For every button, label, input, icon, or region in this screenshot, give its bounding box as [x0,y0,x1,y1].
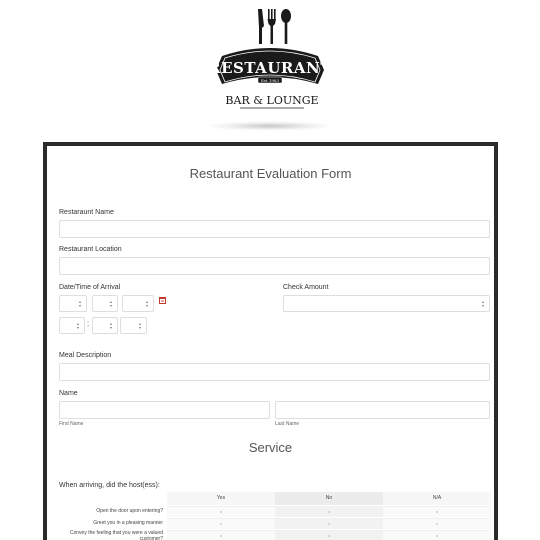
service-question: When arriving, did the host(ess): [59,482,160,489]
restaurant-location-input[interactable] [59,257,490,275]
service-section-title: Service [248,440,293,455]
hour-select[interactable] [59,317,85,334]
stepper-arrows-icon: ▴ ▾ [481,299,484,308]
month-select[interactable] [59,295,87,312]
form-card [43,142,498,540]
year-select[interactable] [122,295,154,312]
select-arrows-icon: ▴ ▾ [109,321,112,330]
matrix-column-no: No [275,492,383,505]
matrix-radio-yes[interactable] [167,518,275,529]
logo-shadow [205,121,335,131]
matrix-radio-na[interactable] [383,518,491,529]
logo-graphic [0,0,540,140]
knife-icon [258,9,264,44]
matrix-column-na: N/A [383,492,491,505]
last-name-sublabel: Last Name [275,421,300,427]
restaurant-name-label: Restaraunt Name [59,209,114,216]
form-title: Restaurant Evaluation Form [189,166,352,181]
logo-est-text: Est 1983 [260,78,280,83]
select-arrows-icon: ▴ ▾ [109,299,112,308]
matrix-radio-na[interactable] [383,530,491,540]
first-name-sublabel: First Name [59,421,84,427]
matrix-radio-no[interactable] [275,530,383,540]
matrix-radio-no[interactable] [275,518,383,529]
check-amount-input[interactable] [283,295,490,312]
ampm-select[interactable] [120,317,147,334]
matrix-row-label: Greet you in a pleasing manner [93,519,163,526]
meal-description-input[interactable] [59,363,490,381]
fork-icon [268,9,277,44]
matrix-radio-no[interactable] [275,506,383,517]
name-label: Name [59,390,78,397]
last-name-input[interactable] [275,401,490,419]
minute-select[interactable] [92,317,118,334]
select-arrows-icon: ▴ ▾ [145,299,148,308]
calendar-icon[interactable] [159,297,166,304]
matrix-column-yes: Yes [167,492,275,505]
check-amount-label: Check Amount [283,284,329,291]
spoon-icon [281,9,291,44]
matrix-row-label: Open the door upon entering? [96,507,163,514]
select-arrows-icon: ▴ ▾ [76,321,79,330]
restaurant-location-label: Restaurant Location [59,246,122,253]
matrix-row-label: Convey the feeling that you were a valued customer? [69,530,163,540]
logo-tagline-text: BAR & LOUNGE [225,94,319,107]
restaurant-name-input[interactable] [59,220,490,238]
day-select[interactable] [92,295,118,312]
select-arrows-icon: ▴ ▾ [78,299,81,308]
restaurant-logo [0,0,540,140]
logo-brand-text: RESTAURANT [208,59,332,77]
time-separator: : [87,319,90,328]
first-name-input[interactable] [59,401,270,419]
matrix-radio-yes[interactable] [167,530,275,540]
meal-description-label: Meal Description [59,352,112,359]
select-arrows-icon: ▴ ▾ [138,321,141,330]
date-time-label: Date/Time of Arrival [59,284,121,291]
matrix-radio-na[interactable] [383,506,491,517]
matrix-radio-yes[interactable] [167,506,275,517]
